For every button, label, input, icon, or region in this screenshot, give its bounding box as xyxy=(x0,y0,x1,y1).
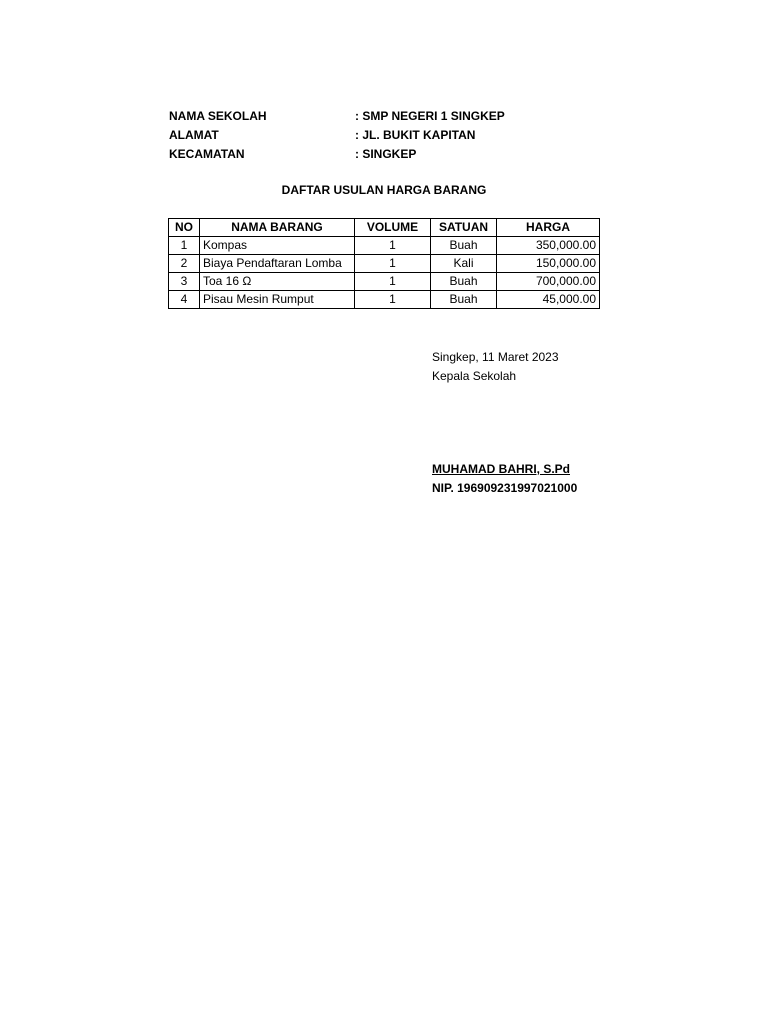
place-date: Singkep, 11 Maret 2023 xyxy=(432,350,559,364)
cell-no: 2 xyxy=(169,255,200,273)
info-value: : SMP NEGERI 1 SINGKEP xyxy=(355,109,505,123)
cell-unit: Buah xyxy=(431,273,497,291)
cell-no: 4 xyxy=(169,291,200,309)
cell-volume: 1 xyxy=(355,291,431,309)
cell-name: Biaya Pendaftaran Lomba xyxy=(200,255,355,273)
cell-price: 45,000.00 xyxy=(497,291,600,309)
cell-unit: Buah xyxy=(431,237,497,255)
items-table xyxy=(168,218,600,309)
cell-unit: Kali xyxy=(431,255,497,273)
document-title: DAFTAR USULAN HARGA BARANG xyxy=(281,183,487,197)
col-header-name: NAMA BARANG xyxy=(200,219,355,237)
signer-nip: NIP. 196909231997021000 xyxy=(432,481,578,495)
col-header-price: HARGA xyxy=(497,219,600,237)
info-value: : JL. BUKIT KAPITAN xyxy=(355,128,476,142)
table-row xyxy=(169,237,600,255)
cell-price: 350,000.00 xyxy=(497,237,600,255)
table-row xyxy=(169,255,600,273)
table-header-row xyxy=(169,219,600,237)
col-header-unit: SATUAN xyxy=(431,219,497,237)
cell-volume: 1 xyxy=(355,255,431,273)
table-row xyxy=(169,291,600,309)
col-header-volume: VOLUME xyxy=(355,219,431,237)
cell-no: 1 xyxy=(169,237,200,255)
cell-volume: 1 xyxy=(355,273,431,291)
signer-name: MUHAMAD BAHRI, S.Pd xyxy=(432,462,570,476)
cell-name: Pisau Mesin Rumput xyxy=(200,291,355,309)
col-header-no: NO xyxy=(169,219,200,237)
cell-name: Toa 16 Ω xyxy=(200,273,355,291)
info-label: KECAMATAN xyxy=(169,147,245,161)
cell-price: 150,000.00 xyxy=(497,255,600,273)
info-label: ALAMAT xyxy=(169,128,219,142)
cell-no: 3 xyxy=(169,273,200,291)
cell-name: Kompas xyxy=(200,237,355,255)
cell-unit: Buah xyxy=(431,291,497,309)
cell-price: 700,000.00 xyxy=(497,273,600,291)
signer-position: Kepala Sekolah xyxy=(432,369,517,383)
info-value: : SINGKEP xyxy=(355,147,417,161)
cell-volume: 1 xyxy=(355,237,431,255)
table-row xyxy=(169,273,600,291)
info-label: NAMA SEKOLAH xyxy=(169,109,267,123)
